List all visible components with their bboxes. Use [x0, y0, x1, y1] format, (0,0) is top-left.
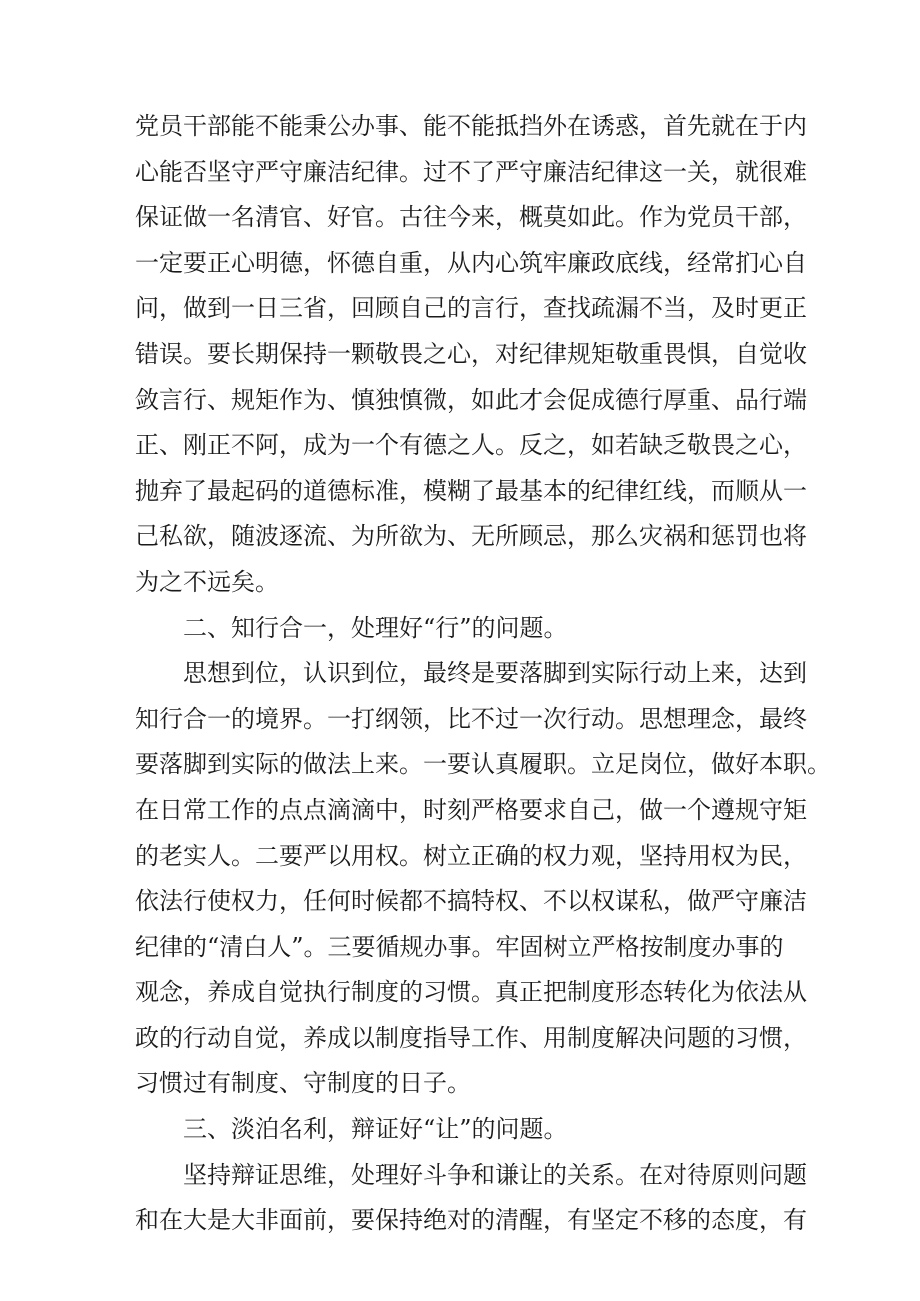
text-line: 心能否坚守严守廉洁纪律。过不了严守廉洁纪律这一关，就很难 [135, 157, 807, 186]
section-heading-three [135, 1107, 791, 1153]
text-line: 为之不远矣。 [135, 567, 279, 596]
text-line: 问，做到一日三省，回顾自己的言行，查找疏漏不当，及时更正 [135, 294, 807, 323]
paragraph-dialectic [135, 1153, 807, 1244]
text-line: 依法行使权力，任何时候都不搞特权、不以权谋私，做严守廉洁 [135, 887, 807, 916]
text-line: 政的行动自觉，养成以制度指导工作、用制度解决问题的习惯， [135, 1023, 807, 1052]
text-line: 和在大是大非面前，要保持绝对的清醒，有坚定不移的态度，有 [135, 1206, 807, 1235]
text-line: 一定要正心明德，怀德自重，从内心筑牢廉政底线，经常扪心自 [135, 248, 807, 277]
section-heading-two [135, 606, 791, 652]
text-line: 思想到位，认识到位，最终是要落脚到实际行动上来，达到 [183, 659, 807, 688]
text-line: 党员干部能不能秉公办事、能不能抵挡外在诱惑，首先就在于内 [135, 112, 807, 140]
text-line: 观念，养成自觉执行制度的习惯。真正把制度形态转化为依法从 [135, 978, 807, 1007]
paragraph-integrity [135, 104, 807, 606]
text-line: 习惯过有制度、守制度的日子。 [135, 1069, 471, 1098]
text-line: 错误。要长期保持一颗敬畏之心，对纪律规矩敬重畏惧，自觉收 [135, 339, 807, 368]
text-line: 知行合一的境界。一打纲领，比不过一次行动。思想理念，最终 [135, 704, 807, 733]
text-line: 纪律的“清白人”。三要循规办事。牢固树立严格按制度办事的 [135, 932, 784, 961]
document-body [135, 104, 831, 1244]
heading-line: 三、淡泊名利，辩证好“让”的问题。 [183, 1115, 568, 1144]
text-line: 在日常工作的点点滴滴中，时刻严格要求自己，做一个遵规守矩 [135, 795, 807, 824]
heading-line: 二、知行合一，处理好“行”的问题。 [183, 613, 568, 642]
text-line: 坚持辩证思维，处理好斗争和谦让的关系。在对待原则问题 [183, 1160, 807, 1189]
text-line: 要落脚到实际的做法上来。一要认真履职。立足岗位，做好本职。 [135, 750, 831, 779]
text-line: 抛弃了最起码的道德标准，模糊了最基本的纪律红线，而顺从一 [135, 476, 807, 505]
text-line: 敛言行、规矩作为、慎独慎微，如此才会促成德行厚重、品行端 [135, 385, 807, 414]
text-line: 正、刚正不阿，成为一个有德之人。反之，如若缺乏敬畏之心， [135, 431, 807, 460]
text-line: 保证做一名清官、好官。古往今来，概莫如此。作为党员干部， [135, 203, 807, 232]
text-line: 的老实人。二要严以用权。树立正确的权力观，坚持用权为民， [135, 841, 807, 870]
paragraph-action [135, 651, 831, 1107]
text-line: 己私欲，随波逐流、为所欲为、无所顾忌，那么灾祸和惩罚也将 [135, 522, 807, 551]
